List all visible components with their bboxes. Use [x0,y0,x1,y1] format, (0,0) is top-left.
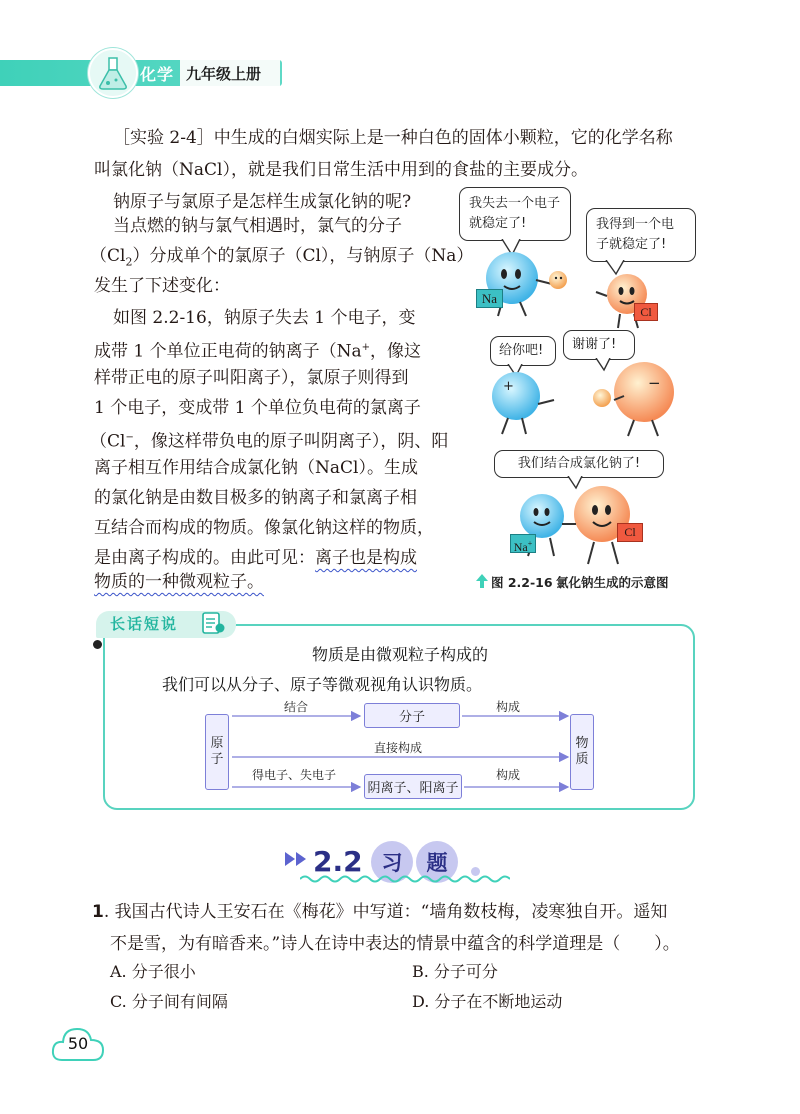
paragraph-line: （Cl−，像这样带负电的原子叫阴离子），阴、阳 [90,431,449,452]
option-a[interactable]: A. 分子很小 [110,962,196,981]
header-grade: 九年级上册 [186,65,262,83]
paragraph-line: ［实验 2-4］中生成的白烟实际上是一种白色的固体小颗粒，它的化学名称 [113,128,673,148]
cl-atom-illustration [592,270,682,330]
matter-box: 物质 [570,714,594,790]
cl-label: Cl [634,303,658,321]
exercise-char-2: 题 [416,841,458,883]
paragraph-line: 叫氯化钠（NaCl），就是我们日常生活中用到的食盐的主要成分。 [94,160,588,180]
paragraph-line: 如图 2.2-16，钠原子失去 1 个电子，变 [113,308,416,328]
paragraph-line: 是由离子构成的。由此可见：离子也是构成 [94,548,417,568]
plus-charge: + [503,379,514,394]
paragraph-line: 离子相互作用结合成氯化钠（NaCl）。生成 [94,458,418,478]
summary-tag-text: 长话短说 [110,615,179,633]
minus-charge: − [648,374,661,392]
label-compose-top: 构成 [496,700,521,714]
paragraph-line: 样带正电的原子叫阳离子），氯原子则得到 [94,368,409,388]
question-1-line-2: 不是雪，为有暗香来。”诗人在诗中表达的情景中蕴含的科学道理是（ ）。 [110,934,680,954]
paragraph-line: 发生了下述变化： [94,276,230,296]
exercise-section-number: 2.2 [313,845,363,878]
speech-bubble-give: 给你吧! [490,336,556,366]
paragraph-line: 当点燃的钠与氯气相遇时，氯气的分子 [113,216,402,236]
label-direct-compose: 直接构成 [374,741,423,755]
option-b[interactable]: B. 分子可分 [412,962,498,981]
option-c[interactable]: C. 分子间有间隔 [110,992,228,1011]
flask-icon [88,48,138,98]
paragraph-line: 成带 1 个单位正电荷的钠离子（Na+，像这 [94,341,422,362]
header-subject: 化学 [140,65,175,84]
figure-caption-text: 氯化钠生成的示意图 [556,575,669,590]
na-ion-label: Na+ [510,534,536,553]
summary-intro: 我们可以从分子、原子等微观视角认识物质。 [162,675,483,694]
label-electron-gain-loss: 得电子、失电子 [252,768,337,782]
key-point: 物质的一种微观粒子。 [94,572,264,592]
speech-bubble-na-lose: 我失去一个电子就稳定了! [459,187,571,241]
paragraph-line: $(Cl_2)$分成单个的氯原子（Cl），与钠原子（Na） [90,246,474,269]
page-number: 50 [67,1034,89,1053]
summary-title: 物质是由微观粒子构成的 [311,645,488,664]
molecule-box: 分子 [364,703,460,728]
na-atom-illustration [470,250,580,320]
figure-caption-number: 图 2.2-16 [491,575,553,590]
label-compose-bottom: 构成 [496,768,521,782]
paragraph-line: 钠原子与氯原子是怎样生成氯化钠的呢? [113,192,412,212]
paragraph-line [94,566,264,599]
ion-box: 阴离子、阳离子 [364,774,462,799]
na-label: Na [476,289,503,308]
speech-bubble-cl-gain: 我得到一个电子就稳定了! [586,208,696,262]
up-arrow-icon [476,574,488,588]
question-1-line-1: 1. 我国古代诗人王安石在《梅花》中写道：“墙角数枝梅，凌寒独自开。遥知 [92,902,668,922]
paragraph-line: 的氯化钠是由数目极多的钠离子和氯离子相 [94,488,417,508]
double-arrow-icon [285,852,311,866]
decorative-dot [471,867,480,876]
exercise-char-1: 习 [371,841,413,883]
speech-bubble-thanks: 谢谢了! [563,330,635,360]
atom-box: 原子 [205,714,229,790]
paragraph-line: 互结合而构成的物质。像氯化钠这样的物质， [94,518,434,538]
option-d[interactable]: D. 分子在不断地运动 [412,992,563,1011]
nacl-illustration [500,484,680,574]
paragraph-line: 1 个电子，变成带 1 个单位负电荷的氯离子 [94,398,421,418]
cl-ion-label: Cl [617,523,643,542]
wave-decoration [300,874,510,884]
key-point: 离子也是构成 [315,548,417,568]
speech-bubble-combined: 我们结合成氯化钠了! [494,450,664,478]
label-combine: 结合 [284,700,309,714]
electron-exchange-illustration [478,360,678,440]
notes-icon [200,611,226,635]
